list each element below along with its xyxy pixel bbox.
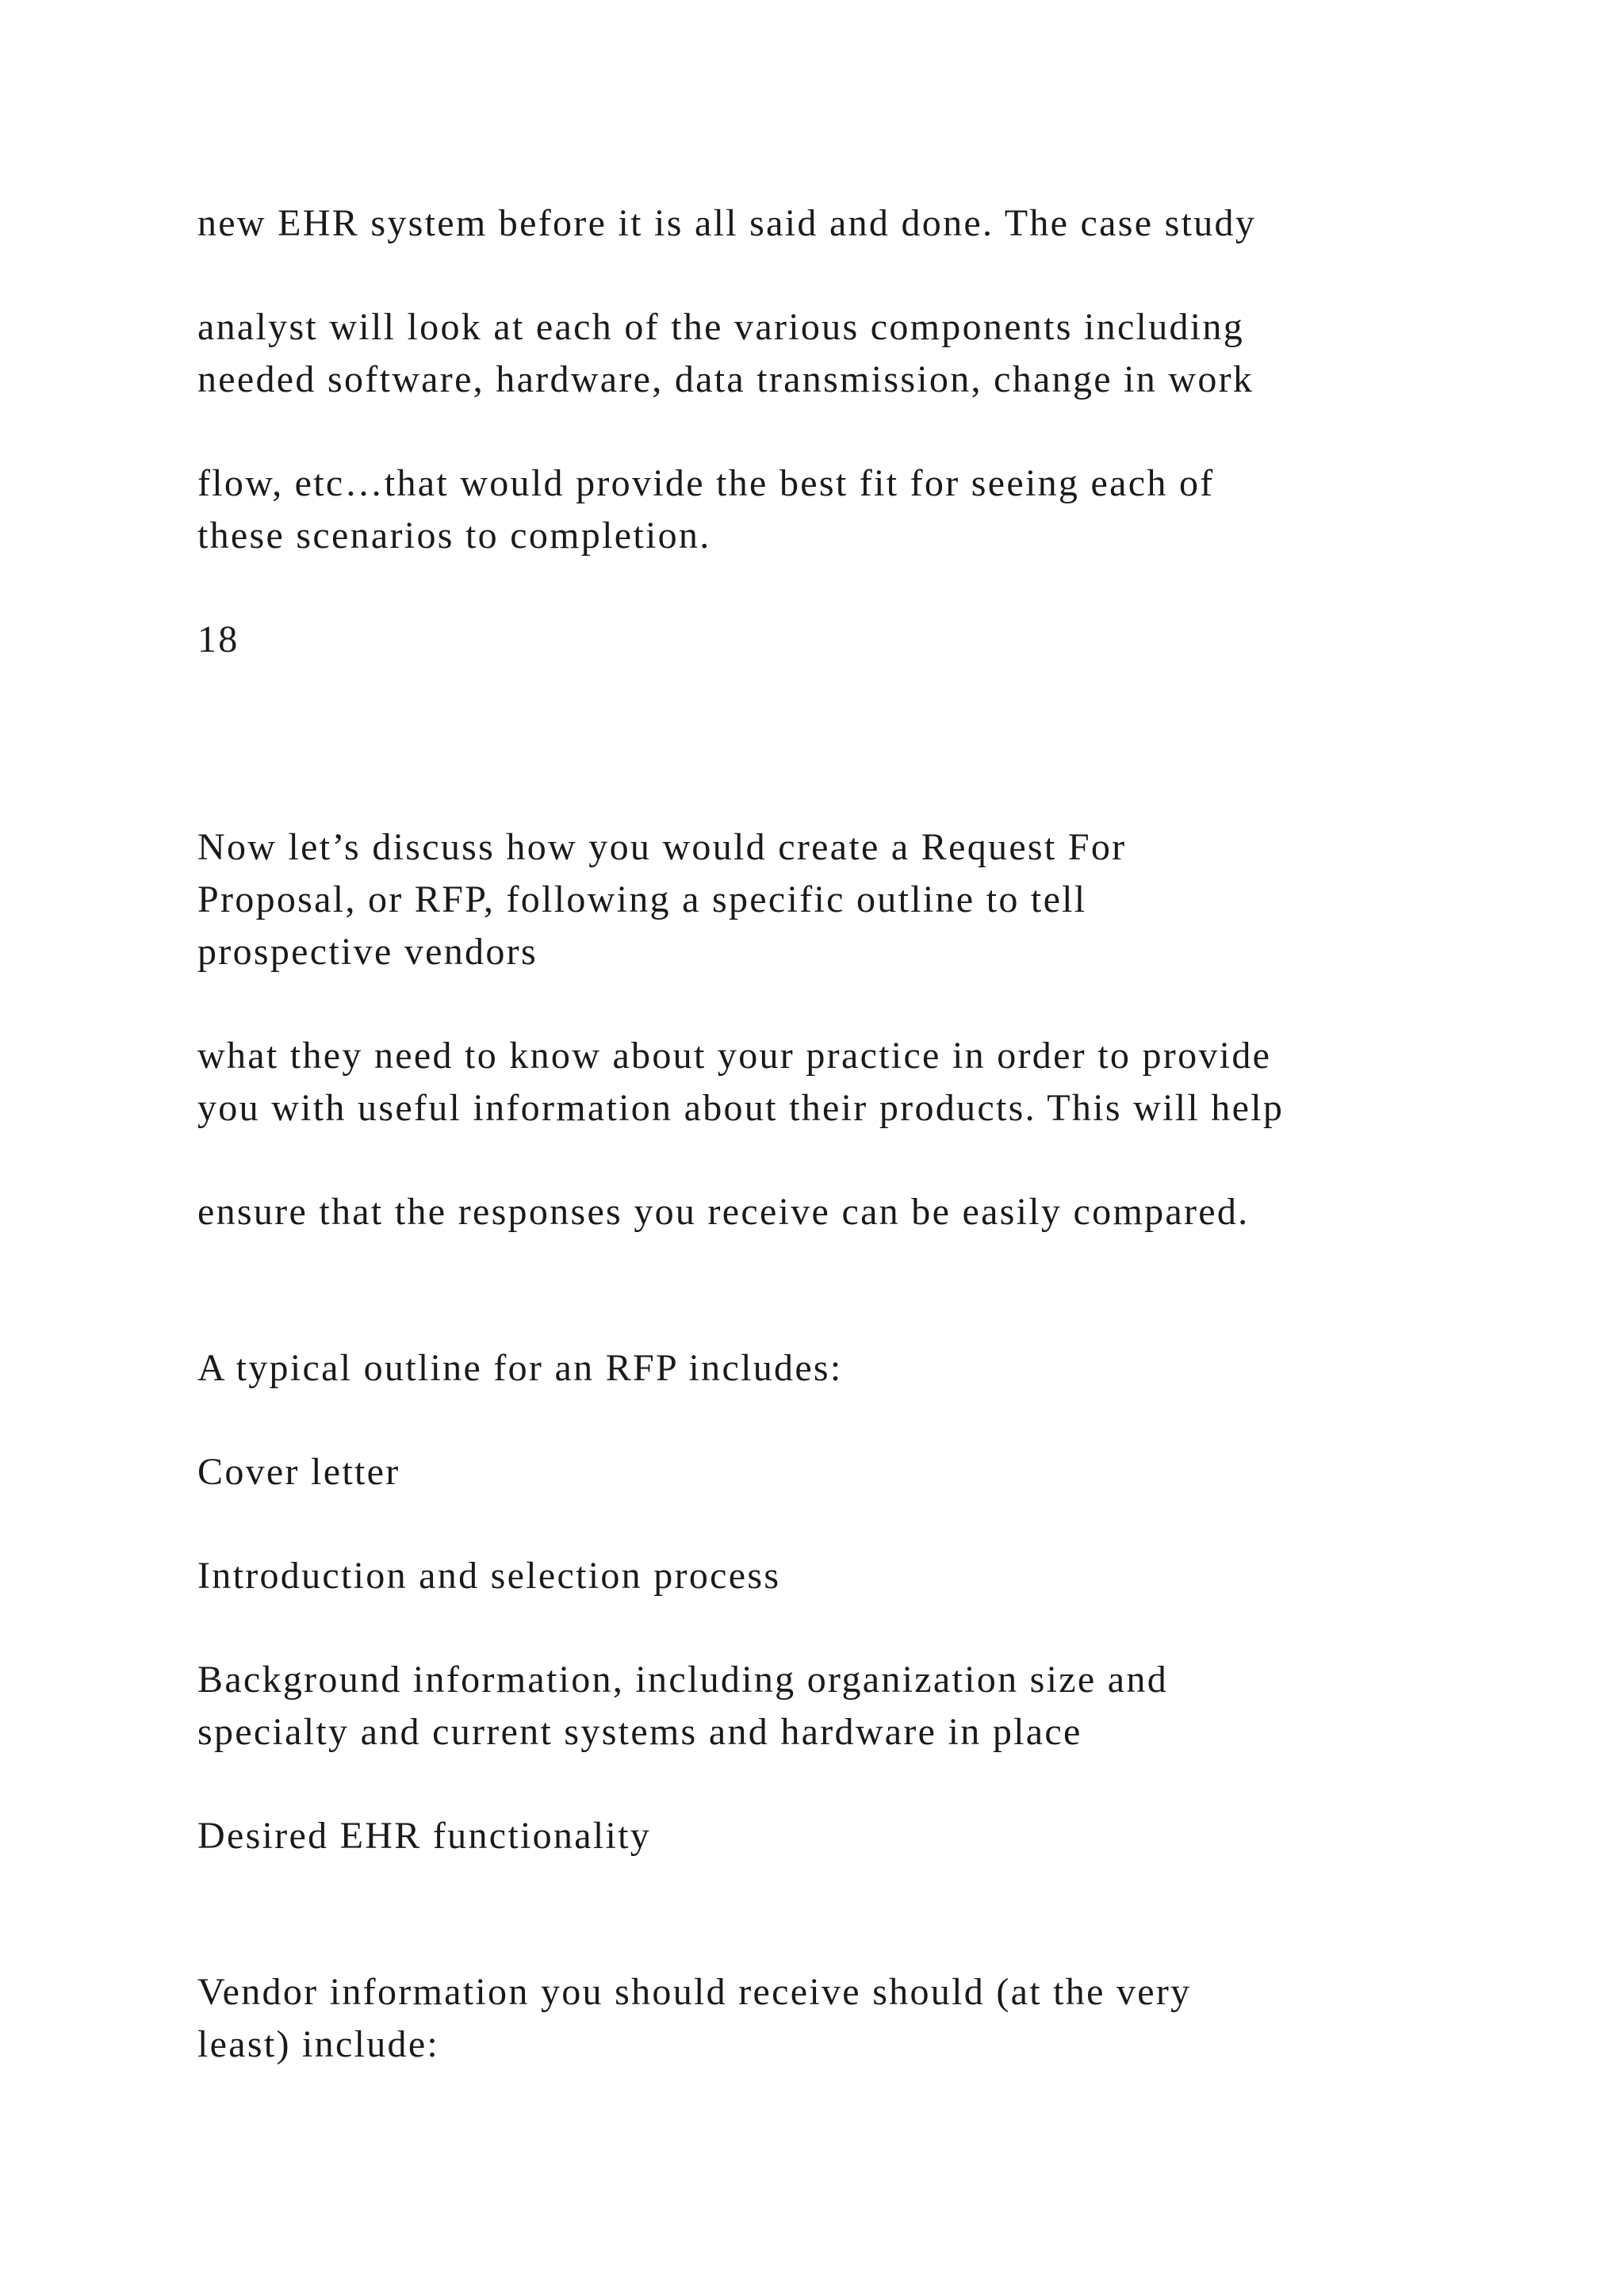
list-item: specialty and current systems and hardware in place [197, 1711, 1082, 1753]
text-line: Vendor information you should receive should (at the very [197, 1971, 1192, 2013]
text-line: needed software, hardware, data transmission, change in work [197, 358, 1254, 400]
text-line: you with useful information about their products. This will help [197, 1087, 1285, 1129]
list-item: Cover letter [197, 1451, 400, 1493]
text-line: these scenarios to completion. [197, 515, 711, 557]
list-item: Desired EHR functionality [197, 1815, 652, 1857]
text-line: Proposal, or RFP, following a specific outline to tell [197, 878, 1087, 920]
text-line: flow, etc…that would provide the best fit for seeing each of [197, 462, 1215, 504]
list-item: Background information, including organization size and [197, 1659, 1169, 1701]
text-line: prospective vendors [197, 931, 538, 973]
text-line: A typical outline for an RFP includes: [197, 1347, 843, 1389]
page-number: 18 [197, 618, 239, 660]
text-line: least) include: [197, 2023, 440, 2065]
text-line: new EHR system before it is all said and done. The case study [197, 202, 1257, 244]
text-line: Now let’s discuss how you would create a Request For [197, 826, 1127, 868]
text-line: what they need to know about your practice in order to provide [197, 1035, 1272, 1077]
text-line: ensure that the responses you receive can be easily compared. [197, 1191, 1250, 1233]
list-item: Introduction and selection process [197, 1555, 781, 1597]
text-line: analyst will look at each of the various components including [197, 306, 1245, 348]
